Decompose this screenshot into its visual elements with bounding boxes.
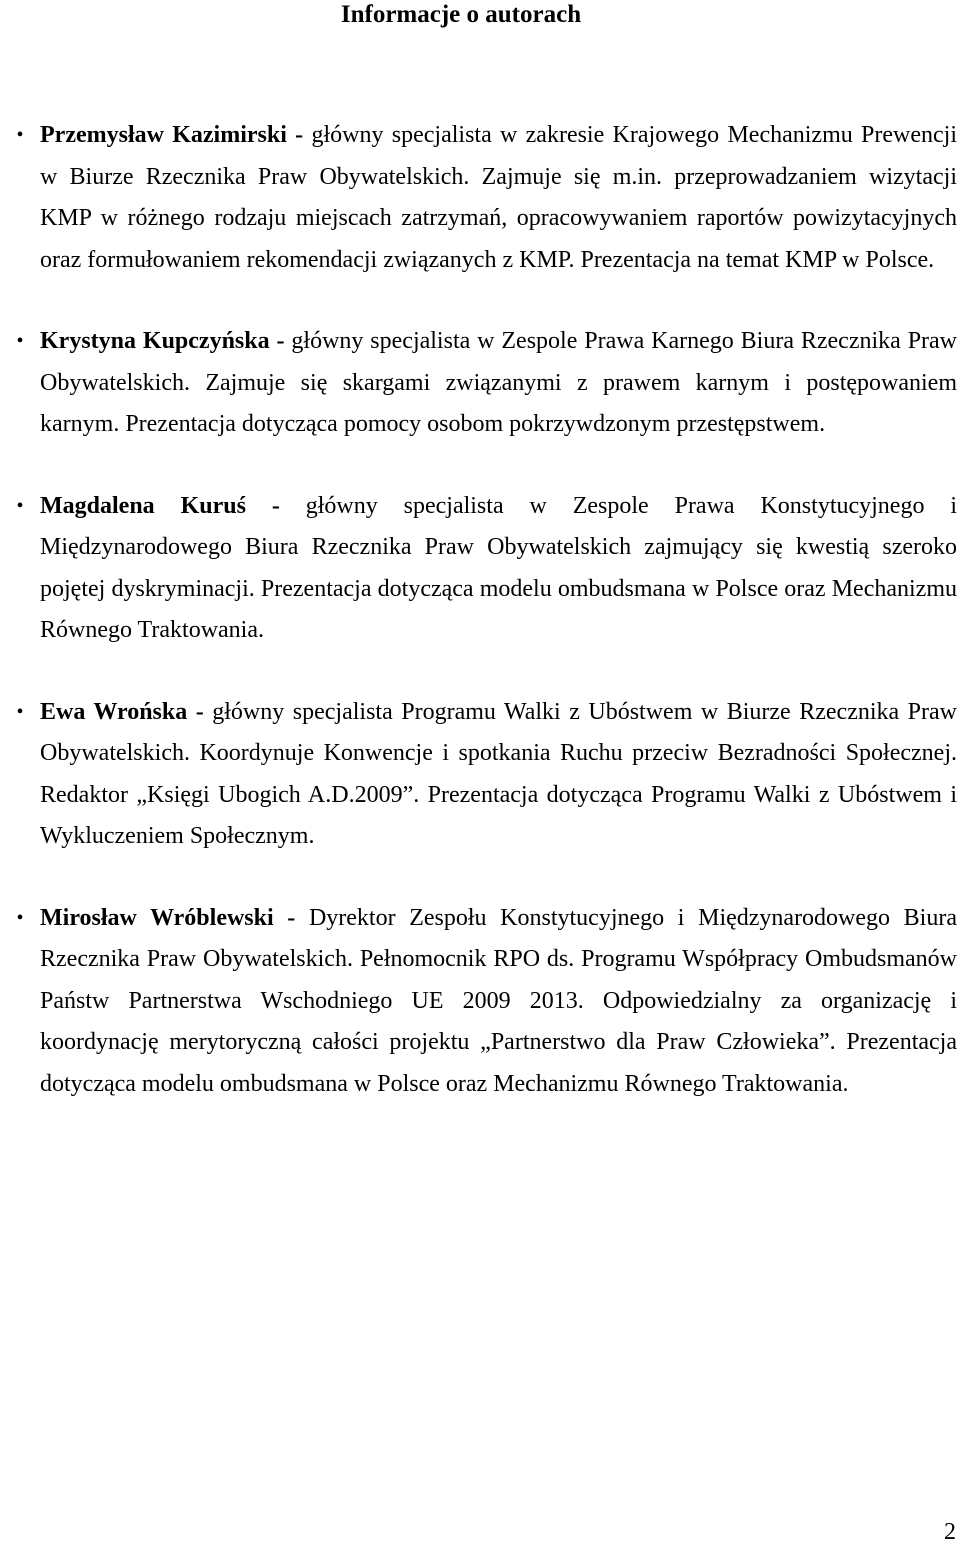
author-item xyxy=(16,115,958,281)
author-item xyxy=(16,898,957,1106)
author-description: główny specjalista w Zespole Prawa Karnego Biura Rzecznika Praw Obywatelskich. Zajmuje się skargami związanymi z prawem karnym i postępowaniem karnym. Prezentacja dotycząca pomocy osobom pokrzywdzonym przestępstwem. xyxy=(40,328,958,437)
page-number: 2 xyxy=(944,1519,956,1545)
page-title: Informacje o autorach xyxy=(340,1,582,28)
author-name: Przemysław Kazimirski - xyxy=(40,122,304,148)
bullet-icon: • xyxy=(16,124,24,146)
author-description: główny specjalista w Zespole Prawa Konstytucyjnego i Międzynarodowego Biura Rzecznika Praw Obywatelskich zajmujący się kwestią szeroko pojętej dyskryminacji. Prezentacja dotycząca modelu ombudsmana w Polsce oraz Mechanizmu Równego Traktowania. xyxy=(40,492,958,643)
bullet-icon: • xyxy=(16,906,24,929)
author-name: Magdalena Kuruś - xyxy=(40,492,280,519)
bullet-icon: • xyxy=(16,330,24,352)
author-description: główny specjalista Programu Walki z Ubóstwem w Biurze Rzecznika Praw Obywatelskich. Koordynuje Konwencje i spotkania Ruchu przeciw Bezradności Społecznej. Redaktor „Księgi Ubogich A.D.2009”. Prezentacja dotycząca Programu Walki z Ubóstwem i Wykluczeniem Społecznym. xyxy=(40,698,958,849)
author-item xyxy=(16,486,958,652)
author-name: Ewa Wrońska - xyxy=(40,698,204,725)
authors-list xyxy=(16,115,958,1145)
author-name: Krystyna Kupczyńska - xyxy=(40,328,285,354)
bullet-icon: • xyxy=(16,494,24,517)
author-description: Dyrektor Zespołu Konstytucyjnego i Międzynarodowego Biura Rzecznika Praw Obywatelskich. Pełnomocnik RPO ds. Programu Współpracy Ombudsmanów Państw Partnerstwa Wschodniego UE 2009 2013. Odpowiedzialny za organizację i koordynację merytoryczną całości projektu „Partnerstwo dla Praw Człowieka”. Prezentacja dotycząca modelu ombudsmana w Polsce oraz Mechanizmu Równego Traktowania. xyxy=(40,904,957,1097)
author-item xyxy=(16,321,958,446)
author-description: główny specjalista w zakresie Krajowego Mechanizmu Prewencji w Biurze Rzecznika Praw Obywatelskich. Zajmuje się m.in. przeprowadzaniem wizytacji KMP w różnego rodzaju miejscach zatrzymań, opracowywaniem raportów powizytacyjnych oraz formułowaniem rekomendacji związanych z KMP. Prezentacja na temat KMP w Polsce. xyxy=(40,122,958,273)
author-name: Mirosław Wróblewski - xyxy=(40,904,296,931)
bullet-icon: • xyxy=(16,700,24,723)
author-item xyxy=(16,692,958,858)
